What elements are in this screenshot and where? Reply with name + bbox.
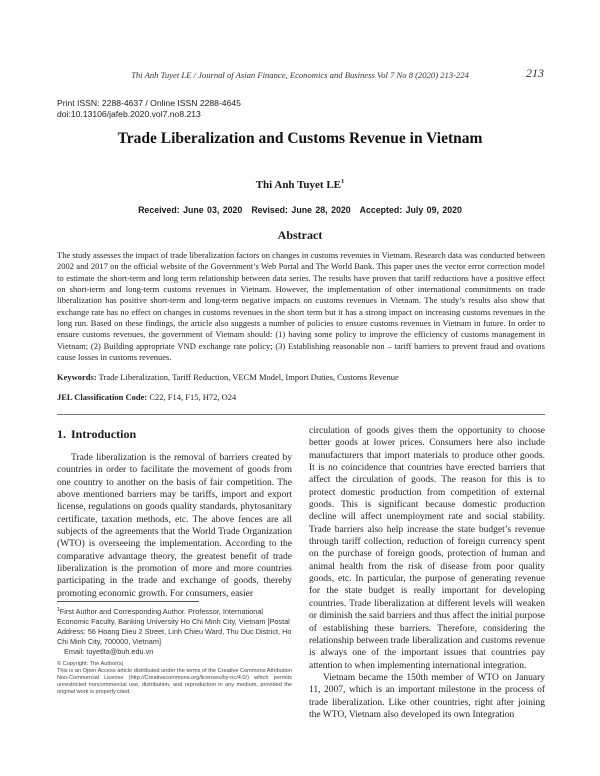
section-heading-introduction (57, 427, 136, 442)
jel-label: JEL Classification Code: (57, 392, 148, 402)
intro-paragraph-2: circulation of goods gives them the opportunity to choose better goods at lower prices. Consumers here also include manufacturers that import materials to produce other goods. It is no coincidence that countries have erected barriers that affect the circulation of goods. The reason for this is to protect domestic production from competition of external goods. This is significant because domestic production decline will affect unemployment rate and social stability. Trade barriers also help increase the state budget’s revenue through tariff collection, reduction of foreign currency spent on the purchase of foreign goods, protection of human and animal health from the risk of disease from poor quality goods, etc. In particular, the purpose of generating revenue for the state budget is really important for developing countries. Trade liberalization at different levels will weaken or diminish the said barriers and thus affect the initial purpose of establishing these barriers. Therefore, considering the relationship between trade liberalization and customs revenue is always one of the important issues that countries pay attention to when implementing international integration. (309, 426, 545, 671)
keywords-line (57, 372, 545, 382)
author-footnote (57, 606, 292, 657)
running-header: Thi Anh Tuyet LE / Journal of Asian Finance, Economics and Business Vol 7 No 8 (2020) 213-224 (131, 70, 469, 80)
abstract-text: The study assesses the impact of trade liberalization factors on changes in customs revenues in Vietnam. Research data was conducted between 2002 and 2017 on the official website of the Government’s Web Portal and The World Bank. This paper uses the vector error correction model to estimate the short-term and long term relationship between data series. The results have proven that tariff reductions have a positive effect on short-term and long-term customs revenues in Vietnam. However, the implementation of other international commitments on trade liberalization has positive short-term and long-term negative impacts on customs revenues in Vietnam. The study’s results also show that exchange rate has no effect on changes in customs revenues in the short term but it has a strong impact on increasing customs revenues in the long run. Based on these findings, the article also suggests a number of policies to ensure customs revenues in Vietnam in future. In order to ensure customs revenues, the government of Vietnam should: (1) having some policy to improve the efficiency of customs management in Vietnam; (2) Building appropriate VND exchange rate policy; (3) Establishing reasonable non – tariff barriers to prevent fraud and ovations cause losses in customs revenues. (57, 250, 545, 363)
revised-date: Revised: June 28, 2020 (251, 205, 351, 215)
right-column (309, 425, 545, 721)
intro-paragraph-3: Vietnam became the 150th member of WTO on January 11, 2007, which is an important milestone in the process of trade liberalization. Like other countries, right after joining the WTO, Vietnam also developed its own Integration (309, 672, 545, 720)
jel-codes: C22, F14, F15, H72, O24 (149, 392, 237, 402)
copyright-notice (57, 661, 292, 696)
author-affiliation-marker: 1 (341, 178, 345, 185)
section-divider (57, 414, 545, 415)
received-date: Received: June 03, 2020 (138, 205, 243, 215)
article-title: Trade Liberalization and Customs Revenue in Vietnam (117, 130, 483, 147)
footnote-rule (57, 601, 199, 602)
footnote-affiliation: First Author and Corresponding Author. Professor, International Economic Faculty, Banking University Ho Chi Minh City, Vietnam [Postal Address: 56 Hoang Dieu 2 Street, Linh Chieu Ward, Thu Duc District, Ho Chi Minh City, 700000, Vietnam] (57, 607, 292, 646)
copyright-line: © Copyright: The Author(s) (57, 661, 124, 667)
left-column (57, 452, 292, 600)
page-number: 213 (526, 66, 544, 80)
footnote-email: Email: tuyetlta@buh.edu.vn (64, 646, 154, 656)
author-line (0, 178, 600, 191)
author-name: Thi Anh Tuyet LE (255, 179, 342, 191)
license-text: This is an Open Access article distributed under the terms of the Creative Commons Attribution Non-Commercial License (http://Creativecommons.org/licenses/by-nc/4.0/) which permits unrestricted noncommercial use, distribution, and reproduction in any medium, provided the original work is properly cited. (57, 668, 292, 696)
section-number: 1. (57, 427, 66, 441)
submission-dates (0, 205, 600, 215)
intro-paragraph-1: Trade liberalization is the removal of barriers created by countries in order to facilitate the movement of goods from one country to another on the basis of fair competition. The above mentioned barriers may be tariffs, import and export license, regulations on goods quality standards, phytosanitary certificate, taxation methods, etc. The above fences are all subjects of the agreements that the World Trade Organization (WTO) is overseeing the implementation. According to the comparative advantage theory, the greatest benefit of trade liberalization is the promotion of more and more countries participating in the trade and exchange of goods, thereby promoting economic growth. For consumers, easier (57, 453, 292, 599)
abstract-body (57, 250, 545, 363)
issn-line: Print ISSN: 2288-4637 / Online ISSN 2288-4645 (57, 98, 241, 108)
keywords-label: Keywords: (57, 372, 97, 382)
abstract-heading: Abstract (277, 228, 323, 242)
jel-line (57, 392, 545, 402)
accepted-date: Accepted: July 09, 2020 (359, 205, 462, 215)
footnote-marker: 1 (57, 607, 60, 613)
doi-line: doi:10.13106/jafeb.2020.vol7.no8.213 (57, 109, 201, 119)
section-title: Introduction (71, 427, 137, 441)
keywords-text: Trade Liberalization, Tariff Reduction, VECM Model, Import Duties, Customs Revenue (98, 372, 399, 382)
